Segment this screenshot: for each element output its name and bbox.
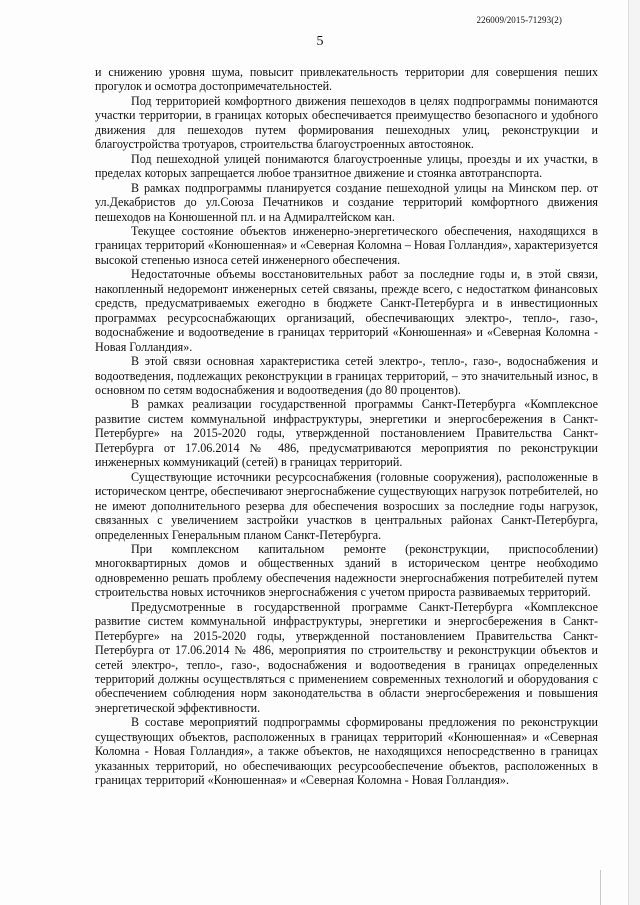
paragraph: В рамках подпрограммы планируется создание пешеходной улицы на Минском пер. от ул.Декабристов до ул.Союза Печатников и создание территорий комфортного движения пешеходов на Конюшенной пл. и на Адмиралтейском кан.: [95, 180, 598, 224]
document-registration-number: 226009/2015-71293(2): [476, 15, 562, 25]
paragraph: Существующие источники ресурсоснабжения (головные сооружения), расположенные в историческом центре, обеспечивают энергоснабжение существующих нагрузок потребителей, но не имеют дополнительного резерва для обеспечения возросших за последние годы нагрузок, связанных с увеличением застройки участков в центральных районах Санкт-Петербурга, определенных Генеральным планом Санкт-Петербурга.: [95, 469, 598, 542]
scan-edge-shadow: [628, 0, 640, 905]
paragraph: В этой связи основная характеристика сетей электро-, тепло-, газо-, водоснабжения и водоотведения, подлежащих реконструкции в границах территорий, – это значительный износ, в основном по сетям водоснабжения и водоотведения (до 80 процентов).: [95, 354, 598, 397]
paragraph: Под территорией комфортного движения пешеходов в целях подпрограммы понимаются участки территории, в границах которых обеспечивается преимущество безопасного и удобного движения для пешеходов путем формирования пешеходных улиц, реконструкции и благоустройства тротуаров, строительства благоустроенных автостоянок.: [95, 93, 598, 152]
paragraph: При комплексном капитальном ремонте (реконструкции, приспособлении) многоквартирных домов и общественных зданий в историческом центре необходимо одновременно решать проблему обеспечения надежности энергоснабжения потребителей путем строительства новых источников энергоснабжения с учетом прироста развиваемых территорий.: [95, 541, 598, 600]
paragraph: Недостаточные объемы восстановительных работ за последние годы и, в этой связи, накопленный недоремонт инженерных сетей связаны, прежде всего, с недостатком финансовых средств, предусматриваемых ежегодно в бюджете Санкт-Петербурга и в инвестиционных программах ресурсоснабжающих организаций, обеспечивающих электро-, тепло-, газо-, водоснабжение и водоотведение в границах территорий «Конюшенная» и «Северная Коломна - Новая Голландия».: [95, 267, 598, 354]
page-number: 5: [316, 34, 324, 49]
paragraph: Под пешеходной улицей понимаются благоустроенные улицы, проезды и их участки, в пределах которых запрещается любое транзитное движение и стоянка автотранспорта.: [95, 151, 598, 181]
paragraph: Предусмотренные в государственной программе Санкт-Петербурга «Комплексное развитие систем коммунальной инфраструктуры, энергетики и энергосбережения в Санкт-Петербурге» на 2015-2020 годы, утвержденной постановлением Правительства Санкт-Петербурга от 17.06.2014 № 486, мероприятия по строительству и реконструкции объектов и сетей электро-, тепло-, газо-, водоснабжения и водоотведения в границах определенных территорий должны осуществляться с применением современных технологий и оборудования с обеспечением соблюдения норм законодательства в области энергосбережения и повышения энергетической эффективности.: [95, 599, 598, 715]
document-body: [95, 65, 598, 788]
paragraph: В составе мероприятий подпрограммы сформированы предложения по реконструкции существующих объектов, расположенных в границах территорий «Конюшенная» и «Северная Коломна - Новая Голландия», а также объектов, не находящихся непосредственно в границах указанных территорий, но обеспечивающих ресурсообеспечение объектов, расположенных в границах территорий «Конюшенная» и «Северная Коломна - Новая Голландия».: [95, 715, 598, 788]
paragraph: В рамках реализации государственной программы Санкт-Петербурга «Комплексное развитие систем коммунальной инфраструктуры, энергетики и энергосбережения в Санкт-Петербурге» на 2015-2020 годы, утвержденной постановлением Правительства Санкт-Петербурга от 17.06.2014 № 486, предусматриваются мероприятия по реконструкции инженерных коммуникаций (сетей) в границах территорий.: [95, 397, 598, 470]
paragraph: и снижению уровня шума, повысит привлекательность территории для совершения пеших прогулок и осмотра достопримечательностей.: [95, 65, 598, 94]
scan-fold-line: [600, 870, 611, 905]
paragraph: Текущее состояние объектов инженерно-энергетического обеспечения, находящихся в границах территорий «Конюшенная» и «Северная Коломна – Новая Голландия», характеризуется высокой степенью износа сетей инженерного обеспечения.: [95, 223, 598, 267]
